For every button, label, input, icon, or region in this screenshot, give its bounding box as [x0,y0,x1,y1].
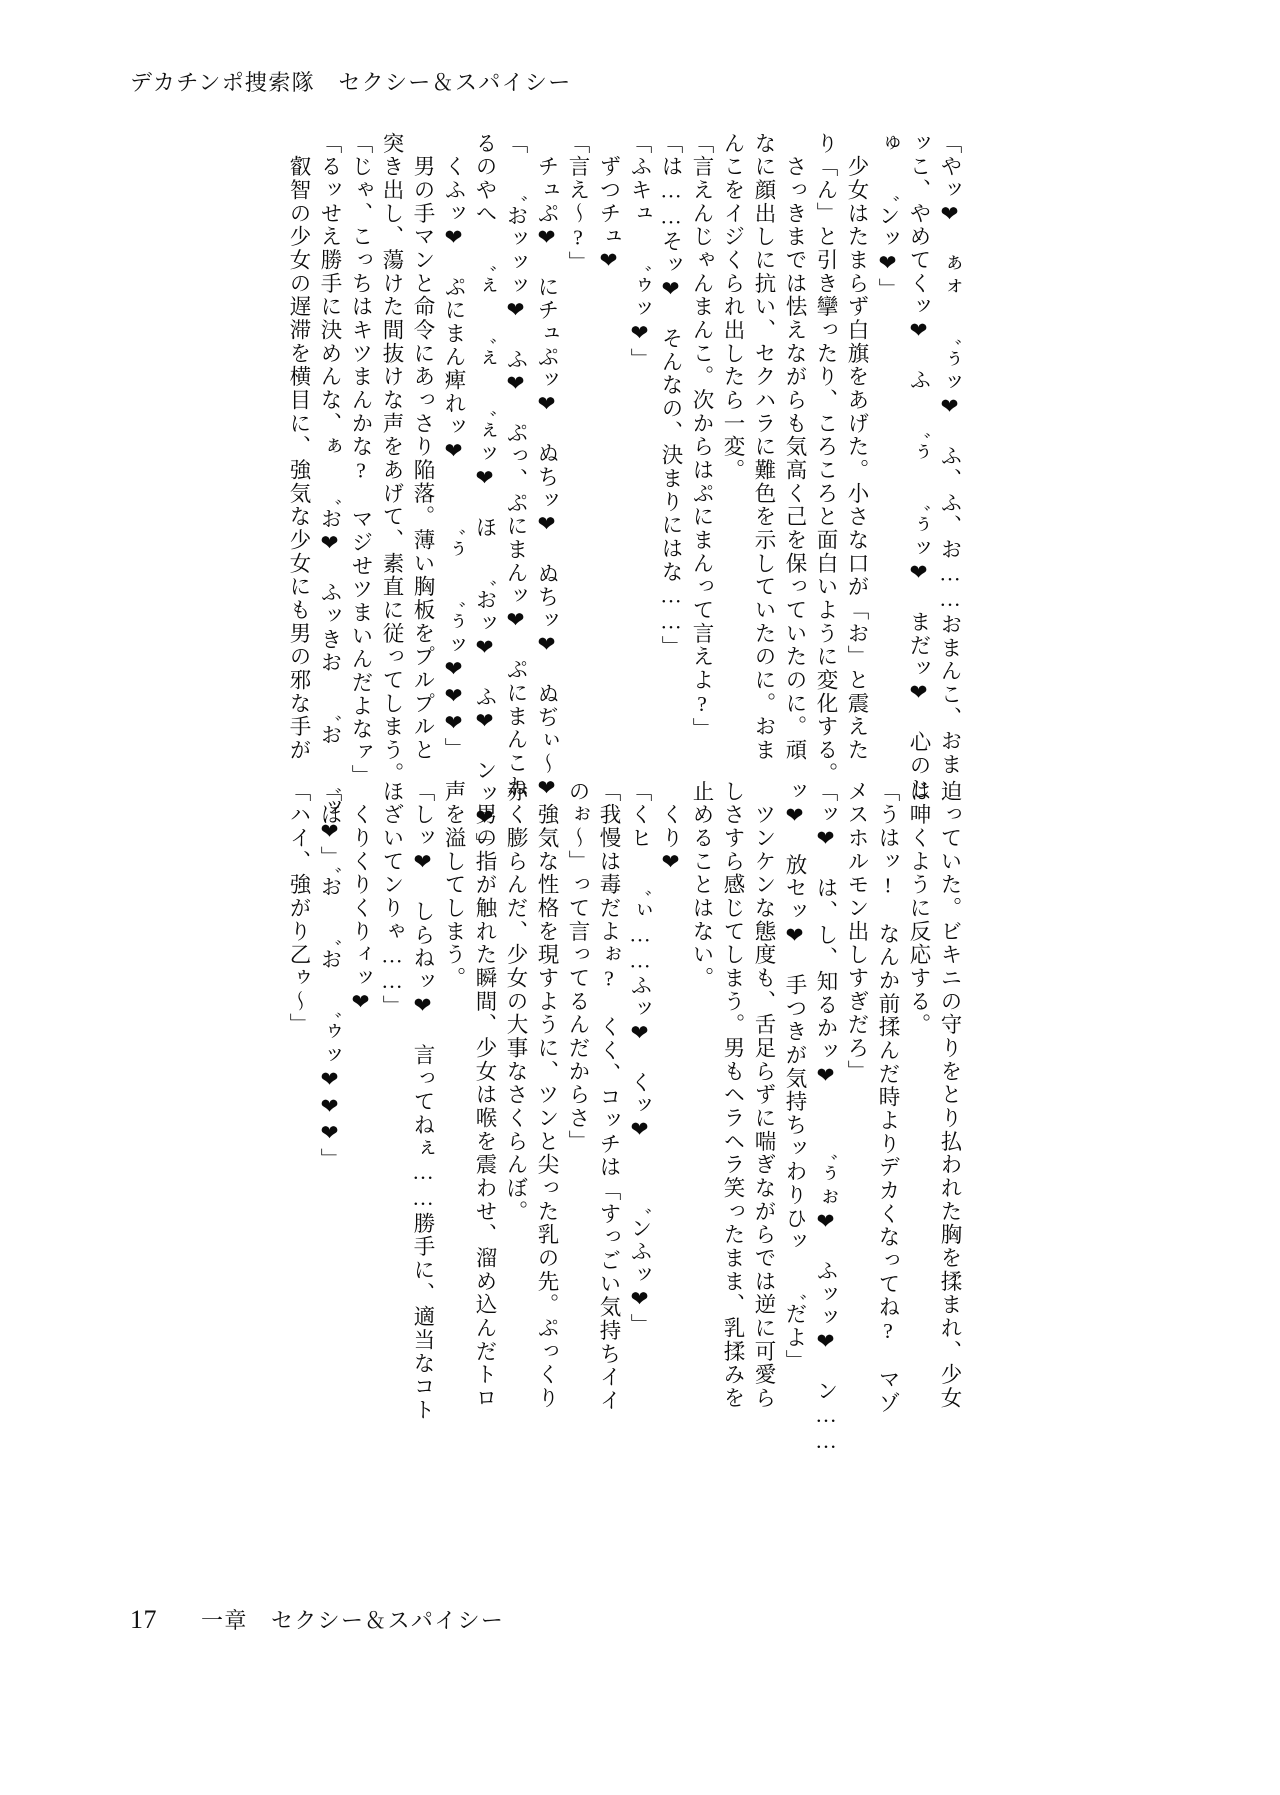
text-column: 迫っていた。ビキニの守りをとり払われた胸を揉まれ、少女 [938,780,962,1410]
text-column: 「 ゛おッッッ❤ ふ❤ ぷっ、ぷにまんッ❤ ぷにまんこね [504,132,528,799]
text-column: 止めることはない。 [690,780,714,990]
text-column: 「しッ❤ しらねッ❤ 言ってねぇ……勝手に、適当なコト [411,780,435,1422]
text-column: り「ん」と引き攣ったり、ころころと面白いように変化する。 [814,132,838,786]
text-column: 「は……そッ❤ そんなの、決まりにはな……」 [659,132,683,659]
body-text-block-lower [140,780,962,1455]
text-column: 「我慢は毒だよぉ? くく、コッチは「すっごい気持ちイイ [597,780,621,1413]
text-column: 赤く膨らんだ、少女の大事なさくらんぼ。 [504,780,528,1224]
page-number: 17 [130,1605,158,1634]
text-column: 「るッせえ勝手に決めんな、ぁ ゛お❤ ふッきお ゛お ゛ッ❤」 [318,132,342,870]
text-column: 「言え〜?」 [566,132,590,275]
text-column: 男の手マンと命令にあっさり陥落。薄い胸板をプルプルと [411,132,435,762]
text-column: しさすら感じてしまう。男もヘラヘラ笑ったまま、乳揉みを [721,780,745,1410]
text-column: くり❤ [659,780,683,877]
running-head: デカチンポ捜索隊 セクシー＆スパイシー [130,70,572,95]
text-column: ずつチュ❤ [597,132,621,276]
text-column: ッこ、やめてくッ❤ ふ ゛ぅ ゛ぅッ❤ まだッ❤ 心のじ [907,132,931,801]
text-column: 「うはッ! なんか前揉んだ時よりデカくなってね? マゾ [876,780,900,1415]
text-column: ッ❤ 放セッ❤ 手つきが気持ちッわりひッ ゛だよ」 [783,780,807,1373]
text-column: 男の指が触れた瞬間、少女は喉を震わせ、溜め込んだトロ [473,780,497,1410]
text-column: 「ハイ、強がり乙ゥ〜」 [287,780,311,1037]
text-column: 「ふキュ ゛ゥッ❤」 [628,132,652,372]
page-footer [130,1604,504,1635]
text-column: は呻くように反応する。 [907,780,931,1037]
text-column: 「ほ ゛お ゛お ゛ゥッ❤❤❤」 [318,780,342,1172]
text-column: ほざいてンりゃ……」 [380,780,404,1019]
text-column: んこをイジくられ出したら一変。 [721,132,745,482]
footer-chapter-title: 一章 セクシー＆スパイシー [201,1608,505,1633]
text-column: くふッ❤ ぷにまん痺れッ❤ ゛ぅ ゛ぅッ❤❤❤」 [442,132,466,762]
text-column: のぉ〜」って言ってるんだからさ」 [566,780,590,1154]
text-column: 「言えんじゃんまんこ。次からはぷにまんって言えよ?」 [690,132,714,742]
text-column: なに顔出しに抗い、セクハラに難色を示していたのに。おま [752,132,776,762]
text-column: 声を溢してしまう。 [442,780,466,990]
text-column: 「やッ❤ ぁォ ゛ぅッ❤ ふ、ふ、お……おまんこ、おま [938,132,962,777]
text-column: 少女はたまらず白旗をあげた。小さな口が「お」と震えた [845,132,869,762]
text-column: 強気な性格を現すように、ツンと尖った乳の先。ぷっくり [535,780,559,1410]
text-column: さっきまでは怯えながらも気高く己を保っていたのに。頑 [783,132,807,762]
text-column: 叡智の少女の遅滞を横目に、強気な少女にも男の邪な手が [287,132,311,762]
text-column: メスホルモン出しすぎだろ」 [845,780,869,1084]
text-column: くりくりくりィッ❤ [349,780,373,1017]
text-column: 突き出し、蕩けた間抜けな声をあげて、素直に従ってしまう。 [380,132,404,786]
text-column: るのやへ ゛ぇ ゛ぇ ゛ぇッ❤ ほ ゛おッ❤ ふ❤ ンッ❤」 [473,132,497,856]
text-column: チュぷ❤ にチュぷッ❤ ぬちッ❤ ぬちッ❤ ぬぢぃ〜❤ [535,132,559,803]
text-column: 「くヒ ゛ぃ……ふッ❤ くッ❤ ゛ンふッ❤」 [628,780,652,1338]
text-column: 「ッ❤ は、し、知るかッ❤ ゛ぅぉ❤ ふッッ❤ ン…… [814,780,838,1455]
text-column: 「じゃ、こっちはキツまんかな? マジせツまいんだよなァ」 [349,132,373,788]
text-column: ツンケンな態度も、舌足らずに喘ぎながらでは逆に可愛ら [752,780,776,1410]
text-column: ゅ ゛ンッ❤」 [876,132,900,302]
